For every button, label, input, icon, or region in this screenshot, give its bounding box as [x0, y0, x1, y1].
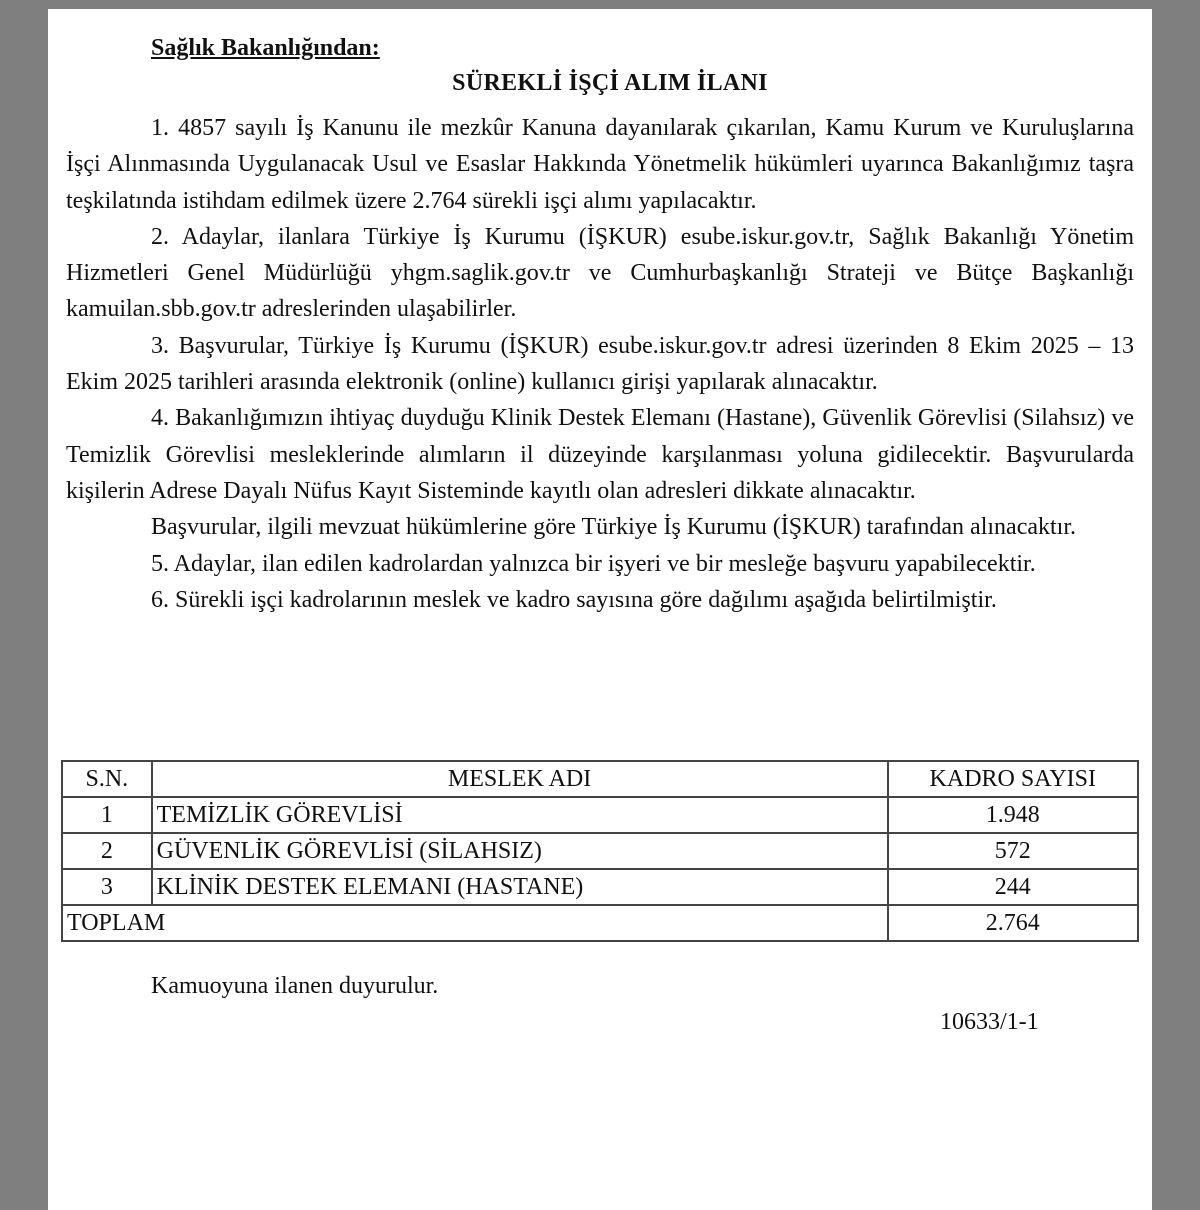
reference-number: 10633/1-1 — [940, 1009, 1039, 1035]
row-profession-name: KLİNİK DESTEK ELEMANI (HASTANE) — [152, 869, 888, 905]
row-sn: 2 — [62, 833, 152, 869]
paragraph-1: 1. 4857 sayılı İş Kanunu ile mezkûr Kanuna dayanılarak çıkarılan, Kamu Kurum ve Kuruluşlarına İşçi Alınmasında Uygulanacak Usul ve Esaslar Hakkında Yönetmelik hükümleri uyarınca Bakanlığımız taşra teşkilatında istihdam edilmek üzere 2.764 sürekli işçi alımı yapılacaktır. — [66, 115, 1134, 214]
paragraph-3: 3. Başvurular, Türkiye İş Kurumu (İŞKUR) esube.iskur.gov.tr adresi üzerinden 8 Ekim 2025 – 13 Ekim 2025 tarihleri arasında elektronik (online) kullanıcı girişi yapılarak alınacaktır. — [66, 332, 1134, 396]
document-page — [48, 9, 1152, 1210]
positions-table-container — [61, 760, 1139, 942]
announcement-body — [66, 110, 1134, 618]
paragraph-2: 2. Adaylar, ilanlara Türkiye İş Kurumu (İŞKUR) esube.iskur.gov.tr, Sağlık Bakanlığı Yönetim Hizmetleri Genel Müdürlüğü yhgm.saglik.gov.tr ve Cumhurbaşkanlığı Strateji ve Bütçe Başkanlığı kamuilan.sbb.gov.tr adreslerinden ulaşabilirler. — [66, 223, 1134, 323]
row-position-count: 1.948 — [888, 797, 1138, 833]
header-sn: S.N. — [62, 761, 152, 797]
row-position-count: 244 — [888, 869, 1138, 905]
positions-table — [61, 760, 1139, 942]
announcement-title: SÜREKLİ İŞÇİ ALIM İLANI — [452, 70, 768, 96]
table-header-row — [62, 761, 1138, 797]
header-position-count: KADRO SAYISI — [888, 761, 1138, 797]
closing-statement: Kamuoyuna ilanen duyurulur. — [151, 973, 439, 999]
paragraph-6: 6. Sürekli işçi kadrolarının meslek ve kadro sayısına göre dağılımı aşağıda belirtilmiştir. — [151, 586, 997, 613]
paragraph-5: 5. Adaylar, ilan edilen kadrolardan yalnızca bir işyeri ve bir mesleğe başvuru yapabilecektir. — [151, 550, 1036, 577]
total-label: TOPLAM — [62, 905, 888, 941]
row-profession-name: TEMİZLİK GÖREVLİSİ — [152, 797, 888, 833]
row-profession-name: GÜVENLİK GÖREVLİSİ (SİLAHSIZ) — [152, 833, 888, 869]
row-sn: 3 — [62, 869, 152, 905]
table-row — [62, 797, 1138, 833]
table-row — [62, 869, 1138, 905]
row-sn: 1 — [62, 797, 152, 833]
table-row — [62, 833, 1138, 869]
table-total-row — [62, 905, 1138, 941]
header-profession-name: MESLEK ADI — [152, 761, 888, 797]
total-count: 2.764 — [888, 905, 1138, 941]
paragraph-4: 4. Bakanlığımızın ihtiyaç duyduğu Klinik Destek Elemanı (Hastane), Güvenlik Görevlisi (Silahsız) ve Temizlik Görevlisi mesleklerinde alımların il düzeyinde karşılanması yoluna gidilecektir. Başvurularda kişilerin Adrese Dayalı Nüfus Kayıt Sisteminde kayıtlı olan adresleri dikkate alınacaktır. — [66, 405, 1134, 504]
row-position-count: 572 — [888, 833, 1138, 869]
paragraph-4-application-note: Başvurular, ilgili mevzuat hükümlerine göre Türkiye İş Kurumu (İŞKUR) tarafından alınacaktır. — [151, 514, 1077, 541]
issuer-heading: Sağlık Bakanlığından: — [151, 35, 380, 61]
